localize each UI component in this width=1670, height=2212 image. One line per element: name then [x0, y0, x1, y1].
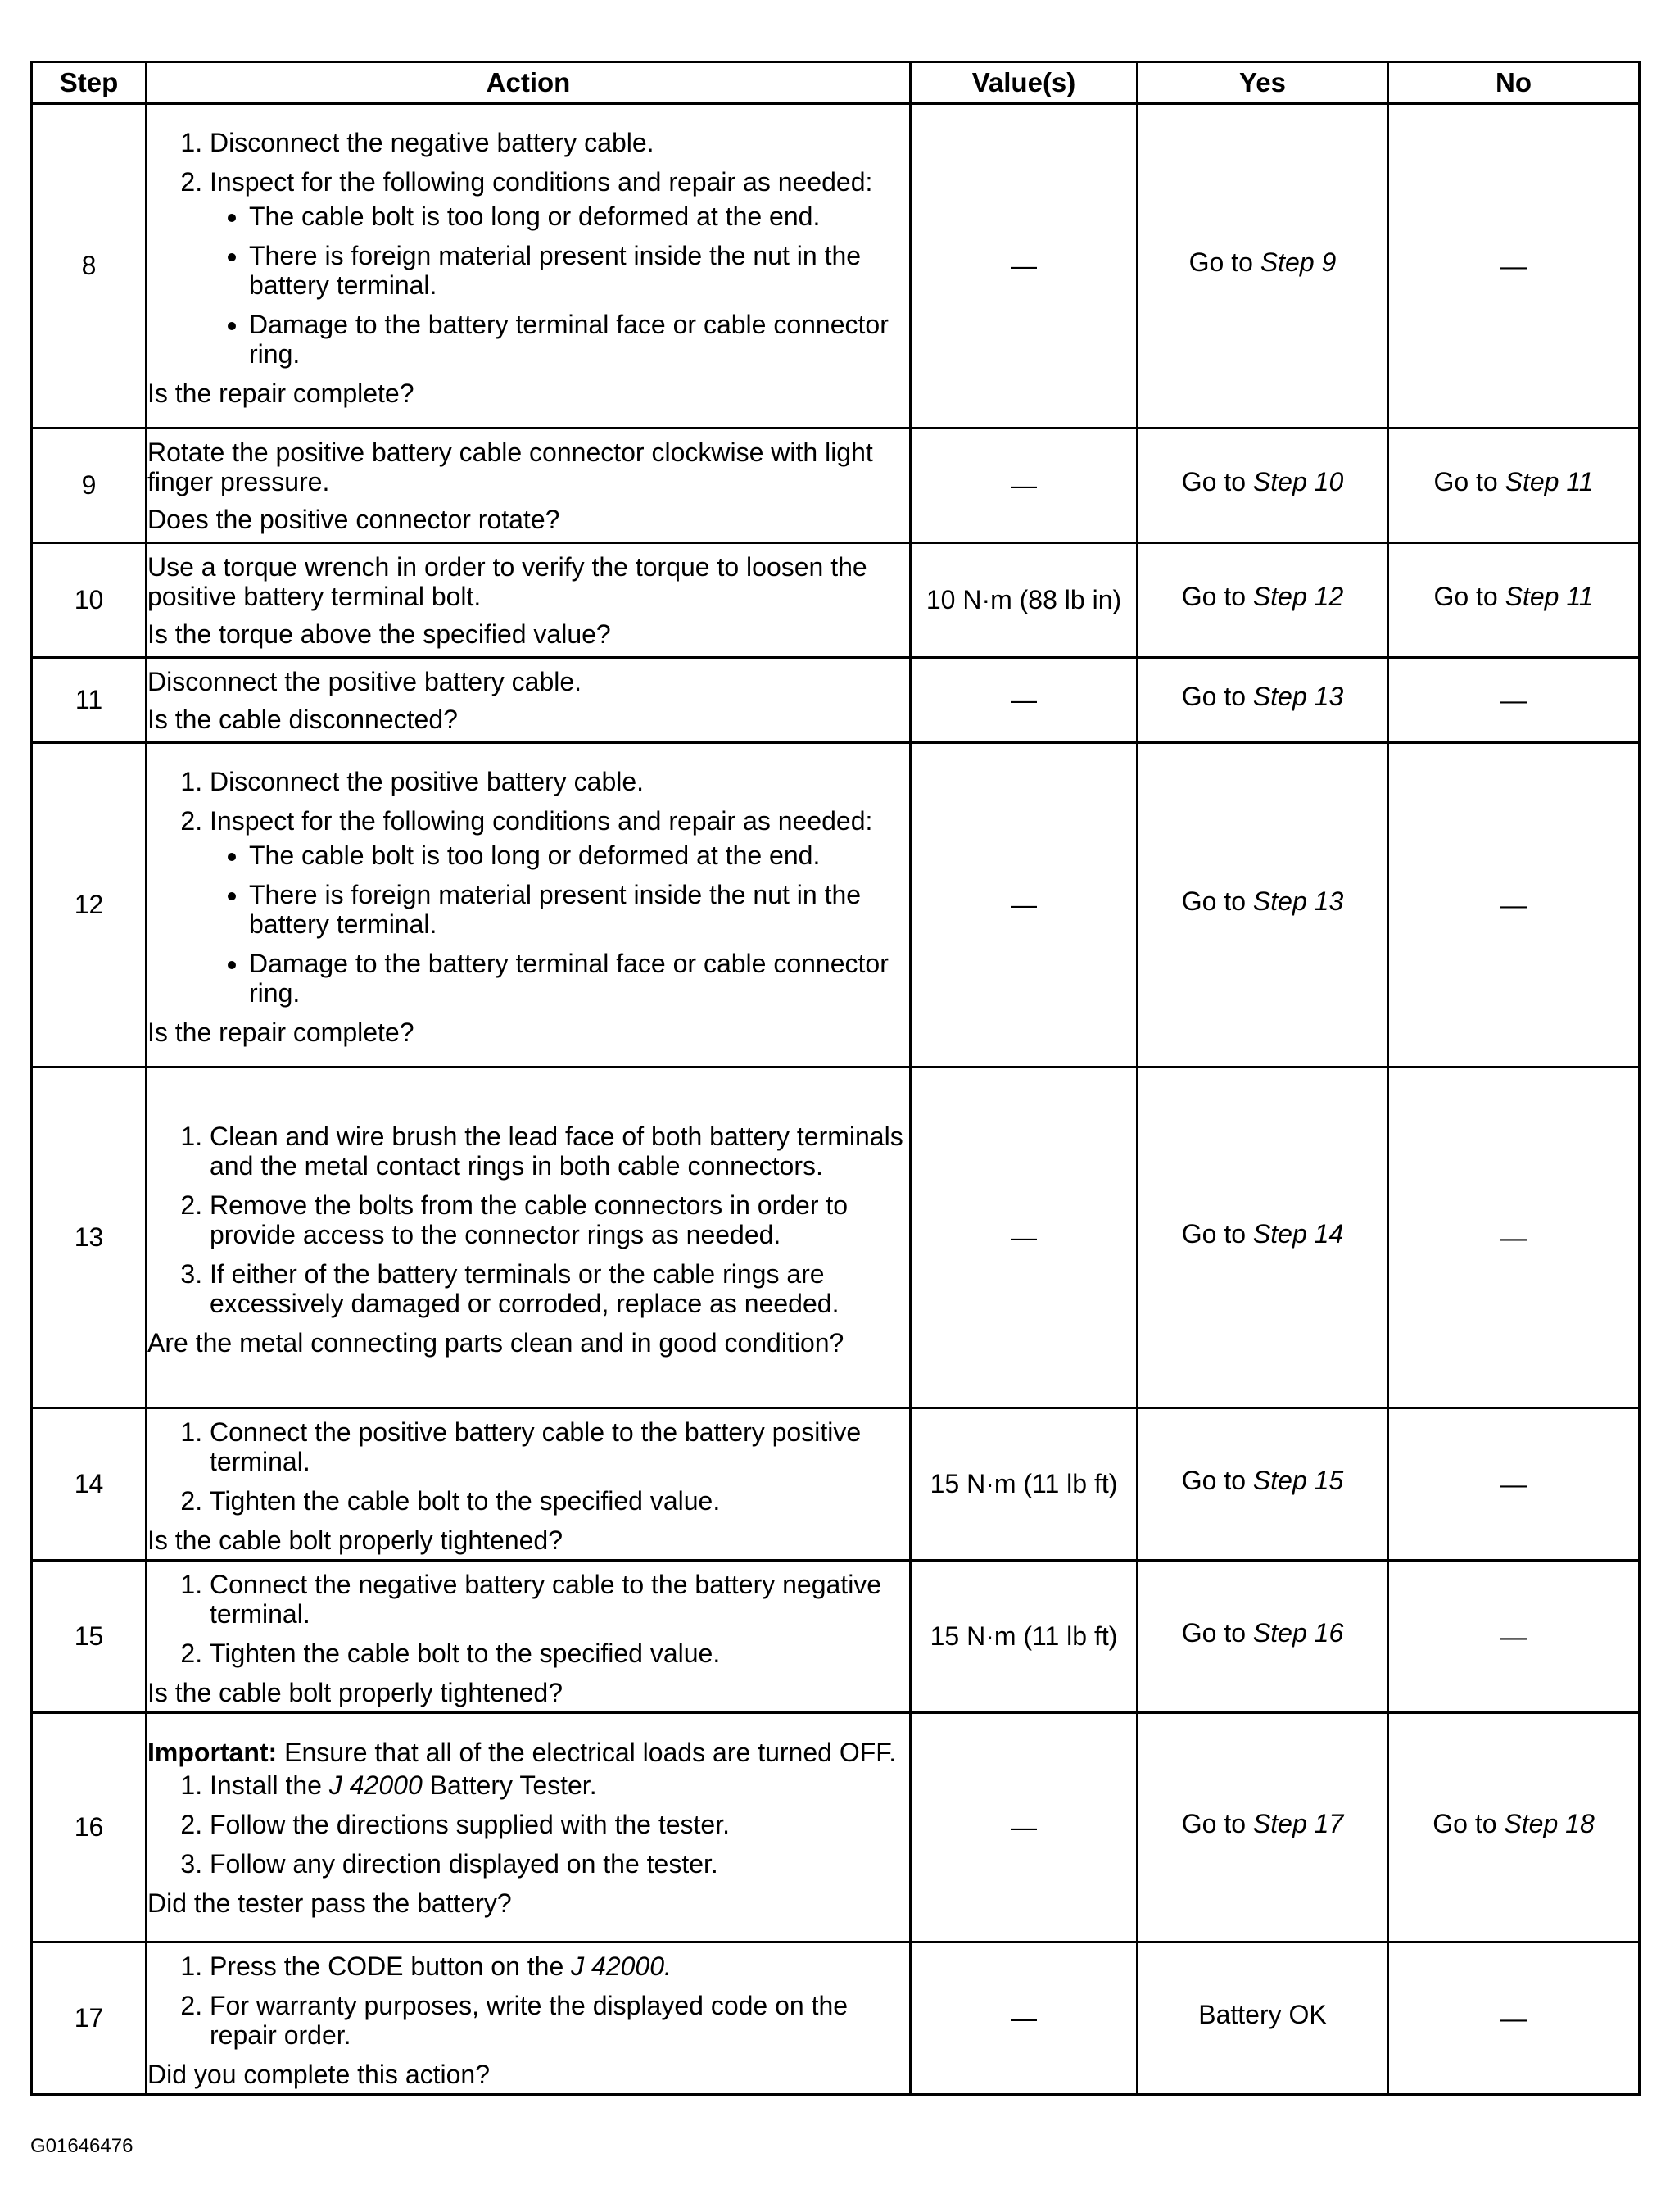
- action-cell: [147, 1561, 911, 1713]
- no-step-ref: Step 11: [1505, 467, 1594, 496]
- step-number: 13: [32, 1067, 147, 1408]
- action-text: Rotate the positive battery cable connector clockwise with light finger pressure.: [147, 437, 873, 496]
- action-cell: [147, 1713, 911, 1942]
- yes-goto: [1138, 247, 1387, 284]
- action-text: Disconnect the positive battery cable.: [147, 666, 582, 696]
- value-cell: 15 N·m (11 lb ft): [911, 1408, 1138, 1561]
- figure-id: G01646476: [30, 2135, 134, 2157]
- yes-step-ref: Step 13: [1252, 886, 1344, 916]
- yes-cell: [1138, 658, 1388, 743]
- value-cell: —: [911, 743, 1138, 1067]
- action-steps: [147, 1570, 909, 1668]
- action-cell: [147, 743, 911, 1067]
- table-row: [32, 543, 1640, 658]
- table-row: [32, 1408, 1640, 1561]
- action-step: 1. Disconnect the negative battery cable.: [210, 128, 909, 157]
- goto-label: Go to: [1181, 1466, 1247, 1495]
- action-step-text: Install the: [210, 1770, 322, 1800]
- step-number: 11: [32, 658, 147, 743]
- action-step-text: Inspect for the following conditions and repair as needed:: [210, 805, 873, 836]
- no-cell: [1388, 1067, 1640, 1408]
- yes-goto: [1138, 1809, 1387, 1846]
- action-question: Is the cable bolt properly tightened?: [147, 1677, 563, 1707]
- action-question: Did you complete this action?: [147, 2059, 490, 2089]
- header-yes: Yes: [1138, 62, 1388, 104]
- action-cell: [147, 658, 911, 743]
- value-cell: —: [911, 104, 1138, 428]
- step-number: 15: [32, 1561, 147, 1713]
- important-text: Ensure that all of the electrical loads are turned OFF.: [284, 1737, 897, 1767]
- step-number: 10: [32, 543, 147, 658]
- condition-list: [210, 202, 909, 369]
- action-step: 2. Tighten the cable bolt to the specified value.: [210, 1486, 909, 1516]
- no-cell: [1388, 1942, 1640, 2095]
- action-step: 1. Connect the negative battery cable to the battery negative terminal.: [210, 1570, 909, 1629]
- table-row: [32, 658, 1640, 743]
- action-step: 1. Disconnect the positive battery cable.: [210, 767, 909, 796]
- no-value: —: [1500, 1469, 1527, 1498]
- value-cell: —: [911, 1942, 1138, 2095]
- goto-label: Go to: [1181, 1809, 1247, 1838]
- tool-name: J 42000.: [571, 1951, 672, 1981]
- action-question: Is the repair complete?: [147, 1017, 414, 1047]
- action-question: Is the cable disconnected?: [147, 704, 458, 734]
- condition-item: • There is foreign material present inside the nut in the battery terminal.: [249, 241, 909, 300]
- value-cell: 10 N·m (88 lb in): [911, 543, 1138, 658]
- no-step-ref: Step 18: [1504, 1809, 1595, 1838]
- action-step-text: Inspect for the following conditions and repair as needed:: [210, 166, 873, 197]
- action-cell: [147, 104, 911, 428]
- action-step-text: Battery Tester.: [429, 1770, 597, 1800]
- condition-item: • The cable bolt is too long or deformed at the end.: [249, 202, 909, 231]
- action-step: 2. Remove the bolts from the cable connectors in order to provide access to the connector rings as needed.: [210, 1190, 909, 1249]
- value-cell: —: [911, 1713, 1138, 1942]
- action-steps: [147, 1122, 909, 1318]
- goto-label: Go to: [1433, 582, 1498, 611]
- yes-step-ref: Step 12: [1252, 582, 1344, 611]
- condition-item: • There is foreign material present inside the nut in the battery terminal.: [249, 880, 909, 939]
- condition-item: • Damage to the battery terminal face or cable connector ring.: [249, 949, 909, 1008]
- action-steps: [147, 1951, 909, 2050]
- yes-cell: [1138, 743, 1388, 1067]
- header-no: No: [1388, 62, 1640, 104]
- yes-cell: [1138, 1713, 1388, 1942]
- action-step: [210, 1951, 909, 1981]
- step-number: 16: [32, 1713, 147, 1942]
- yes-step-ref: Step 13: [1252, 682, 1344, 711]
- goto-label: Go to: [1181, 682, 1247, 711]
- yes-step-ref: Step 16: [1252, 1618, 1344, 1648]
- table-row: [32, 1561, 1640, 1713]
- action-question: Does the positive connector rotate?: [147, 504, 560, 534]
- goto-label: Go to: [1181, 1618, 1247, 1648]
- goto-label: Go to: [1433, 467, 1498, 496]
- table-row: [32, 1713, 1640, 1942]
- goto-label: Go to: [1432, 1809, 1497, 1838]
- no-cell: [1388, 428, 1640, 543]
- no-value: —: [1500, 2003, 1527, 2033]
- yes-step-ref: Step 14: [1252, 1219, 1344, 1249]
- action-question: Are the metal connecting parts clean and in good condition?: [147, 1327, 844, 1358]
- action-step: [210, 1770, 909, 1800]
- goto-label: Go to: [1188, 247, 1253, 277]
- yes-cell: [1138, 1067, 1388, 1408]
- action-cell: [147, 543, 911, 658]
- action-question: Is the repair complete?: [147, 378, 414, 408]
- step-number: 14: [32, 1408, 147, 1561]
- no-goto: [1389, 1809, 1638, 1846]
- header-action: Action: [147, 62, 911, 104]
- goto-label: Go to: [1181, 582, 1247, 611]
- important-note: [147, 1738, 909, 1767]
- action-step: 2. For warranty purposes, write the displayed code on the repair order.: [210, 1991, 909, 2050]
- table-row: [32, 1942, 1640, 2095]
- yes-goto: [1138, 467, 1387, 504]
- no-cell: [1388, 104, 1640, 428]
- important-label: Important:: [147, 1737, 278, 1767]
- action-cell: [147, 428, 911, 543]
- goto-label: Go to: [1181, 467, 1247, 496]
- action-step: 1. Clean and wire brush the lead face of both battery terminals and the metal contact rings in both cable connectors.: [210, 1122, 909, 1181]
- action-step: 1. Connect the positive battery cable to the battery positive terminal.: [210, 1417, 909, 1476]
- goto-label: Go to: [1181, 1219, 1247, 1249]
- yes-goto: [1138, 582, 1387, 619]
- step-number: 12: [32, 743, 147, 1067]
- yes-step-ref: Step 9: [1260, 247, 1337, 277]
- action-cell: [147, 1942, 911, 2095]
- action-question: Is the cable bolt properly tightened?: [147, 1525, 563, 1555]
- action-question: Did the tester pass the battery?: [147, 1888, 512, 1918]
- no-cell: [1388, 658, 1640, 743]
- condition-item: • The cable bolt is too long or deformed at the end.: [249, 841, 909, 870]
- tool-name: J 42000: [328, 1770, 423, 1800]
- no-goto: [1389, 467, 1638, 504]
- action-step: [210, 806, 909, 1008]
- yes-step-ref: Step 10: [1252, 467, 1344, 496]
- value-cell: —: [911, 658, 1138, 743]
- condition-item: • Damage to the battery terminal face or cable connector ring.: [249, 310, 909, 369]
- no-value: —: [1500, 890, 1527, 919]
- header-values: Value(s): [911, 62, 1138, 104]
- no-step-ref: Step 11: [1505, 582, 1594, 611]
- yes-cell: [1138, 1561, 1388, 1713]
- value-cell: —: [911, 1067, 1138, 1408]
- value-cell: —: [911, 428, 1138, 543]
- no-cell: [1388, 543, 1640, 658]
- table-row: [32, 743, 1640, 1067]
- action-steps: [147, 128, 909, 369]
- no-cell: [1388, 1408, 1640, 1561]
- yes-cell: [1138, 543, 1388, 658]
- action-step: 2. Follow the directions supplied with the tester.: [210, 1810, 909, 1839]
- action-step: 3. Follow any direction displayed on the tester.: [210, 1849, 909, 1879]
- action-cell: [147, 1408, 911, 1561]
- no-value: —: [1500, 1222, 1527, 1252]
- yes-cell: [1138, 428, 1388, 543]
- yes-cell: [1138, 104, 1388, 428]
- action-question: Is the torque above the specified value?: [147, 619, 611, 649]
- yes-goto: [1138, 1618, 1387, 1655]
- condition-list: [210, 841, 909, 1008]
- no-value: —: [1500, 1621, 1527, 1651]
- yes-cell: [1138, 1942, 1388, 2095]
- diagnostic-table: [30, 61, 1641, 2096]
- action-step-text: Press the CODE button on the: [210, 1951, 564, 1981]
- no-cell: [1388, 743, 1640, 1067]
- action-step: [210, 167, 909, 369]
- action-text: Use a torque wrench in order to verify the torque to loosen the positive battery terminal bolt.: [147, 551, 867, 611]
- table-row: [32, 428, 1640, 543]
- no-value: —: [1500, 685, 1527, 714]
- no-cell: [1388, 1713, 1640, 1942]
- no-cell: [1388, 1561, 1640, 1713]
- yes-cell: [1138, 1408, 1388, 1561]
- yes-goto: [1138, 886, 1387, 923]
- goto-label: Go to: [1181, 886, 1247, 916]
- yes-step-ref: Step 15: [1252, 1466, 1344, 1495]
- action-steps: [147, 767, 909, 1008]
- action-cell: [147, 1067, 911, 1408]
- table-row: [32, 104, 1640, 428]
- no-value: —: [1500, 251, 1527, 280]
- no-goto: [1389, 582, 1638, 619]
- step-number: 8: [32, 104, 147, 428]
- header-step: Step: [32, 62, 147, 104]
- value-cell: 15 N·m (11 lb ft): [911, 1561, 1138, 1713]
- table-row: [32, 1067, 1640, 1408]
- header-row: [32, 62, 1640, 104]
- yes-goto: [1138, 682, 1387, 718]
- action-step: 2. Tighten the cable bolt to the specified value.: [210, 1639, 909, 1668]
- action-steps: [147, 1417, 909, 1516]
- step-number: 17: [32, 1942, 147, 2095]
- action-step: 3. If either of the battery terminals or the cable rings are excessively damaged or corroded, replace as needed.: [210, 1259, 909, 1318]
- yes-goto: [1138, 1219, 1387, 1256]
- yes-step-ref: Step 17: [1252, 1809, 1344, 1838]
- yes-goto: [1138, 1466, 1387, 1503]
- yes-result: Battery OK: [1198, 2000, 1327, 2029]
- step-number: 9: [32, 428, 147, 543]
- action-steps: [147, 1770, 909, 1879]
